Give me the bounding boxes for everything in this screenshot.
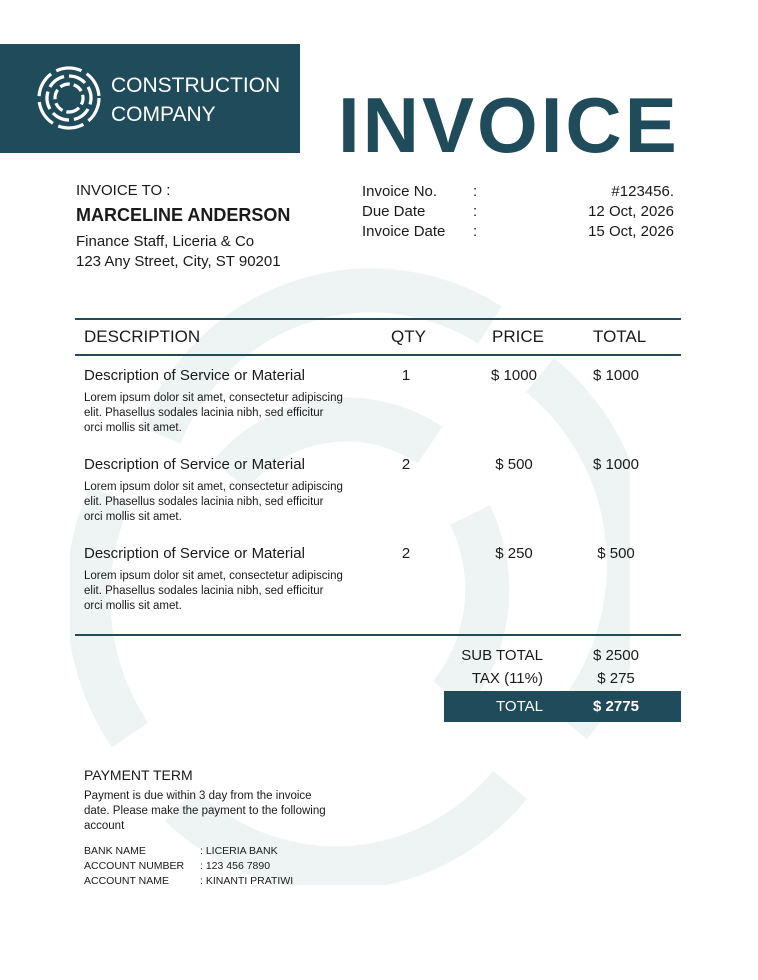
item-title: Description of Service or Material [84, 456, 305, 473]
invoice-number-label: Invoice No. [362, 183, 438, 200]
invoice-date-colon: : [473, 223, 478, 240]
client-address-line2: 123 Any Street, City, ST 90201 [76, 253, 281, 270]
due-date-colon: : [473, 203, 478, 220]
item-title: Description of Service or Material [84, 545, 305, 562]
subtotal-label: SUB TOTAL [461, 647, 543, 664]
item-total: $ 1000 [593, 367, 639, 384]
item-total: $ 1000 [593, 456, 639, 473]
bank-name-value: : LICERIA BANK [200, 845, 278, 857]
invoice-number-colon: : [473, 183, 478, 200]
invoice-title: INVOICE [338, 81, 680, 169]
item-title: Description of Service or Material [84, 367, 305, 384]
item-price: $ 1000 [491, 367, 537, 384]
due-date-label: Due Date [362, 203, 426, 220]
item-price: $ 500 [495, 456, 533, 473]
invoice-date-label: Invoice Date [362, 223, 446, 240]
table-top-rule [75, 318, 681, 320]
tax-label: TAX (11%) [471, 670, 543, 687]
client-name: MARCELINE ANDERSON [76, 205, 291, 225]
header-total: TOTAL [593, 327, 647, 346]
bank-name-label: BANK NAME [84, 845, 146, 857]
table-header-rule [75, 354, 681, 356]
grand-total-label: TOTAL [496, 698, 543, 715]
item-description: Lorem ipsum dolor sit amet, consectetur adipiscing elit. Phasellus sodales lacinia nibh, sed efficitur orci mollis sit amet. [84, 481, 343, 523]
company-name [111, 71, 280, 129]
account-name-label: ACCOUNT NAME [84, 875, 169, 887]
item-description: Lorem ipsum dolor sit amet, consectetur adipiscing elit. Phasellus sodales lacinia nibh, sed efficitur orci mollis sit amet. [84, 392, 343, 434]
tax-value: $ 275 [597, 670, 635, 687]
company-header-band [0, 44, 300, 153]
subtotal-value: $ 2500 [593, 647, 639, 664]
swirl-logo-icon [35, 64, 103, 132]
account-number-label: ACCOUNT NUMBER [84, 860, 185, 872]
header-description: DESCRIPTION [84, 327, 201, 346]
invoice-number-value: #123456. [611, 183, 674, 200]
due-date-value: 12 Oct, 2026 [588, 203, 674, 220]
payment-term-heading: PAYMENT TERM [84, 767, 193, 783]
item-qty: 2 [401, 456, 411, 473]
item-description: Lorem ipsum dolor sit amet, consectetur adipiscing elit. Phasellus sodales lacinia nibh, sed efficitur orci mollis sit amet. [84, 570, 343, 612]
company-name-line1: CONSTRUCTION [111, 74, 281, 97]
item-total: $ 500 [597, 545, 635, 562]
grand-total-band [444, 691, 681, 722]
header-price: PRICE [492, 327, 544, 346]
invoice-date-value: 15 Oct, 2026 [588, 223, 674, 240]
payment-term-text: Payment is due within 3 day from the invoice date. Please make the payment to the following account [84, 790, 326, 832]
grand-total-value: $ 2775 [593, 698, 639, 715]
item-price: $ 250 [495, 545, 533, 562]
header-qty: QTY [391, 327, 426, 346]
company-name-line2: COMPANY [111, 103, 216, 126]
account-number-value: : 123 456 7890 [200, 860, 271, 872]
item-qty: 1 [401, 367, 411, 384]
item-qty: 2 [401, 545, 411, 562]
client-address-line1: Finance Staff, Liceria & Co [76, 233, 255, 250]
table-bottom-rule [75, 634, 681, 636]
bill-to-heading: INVOICE TO : [76, 182, 171, 199]
account-name-value: : KINANTI PRATIWI [200, 875, 294, 887]
